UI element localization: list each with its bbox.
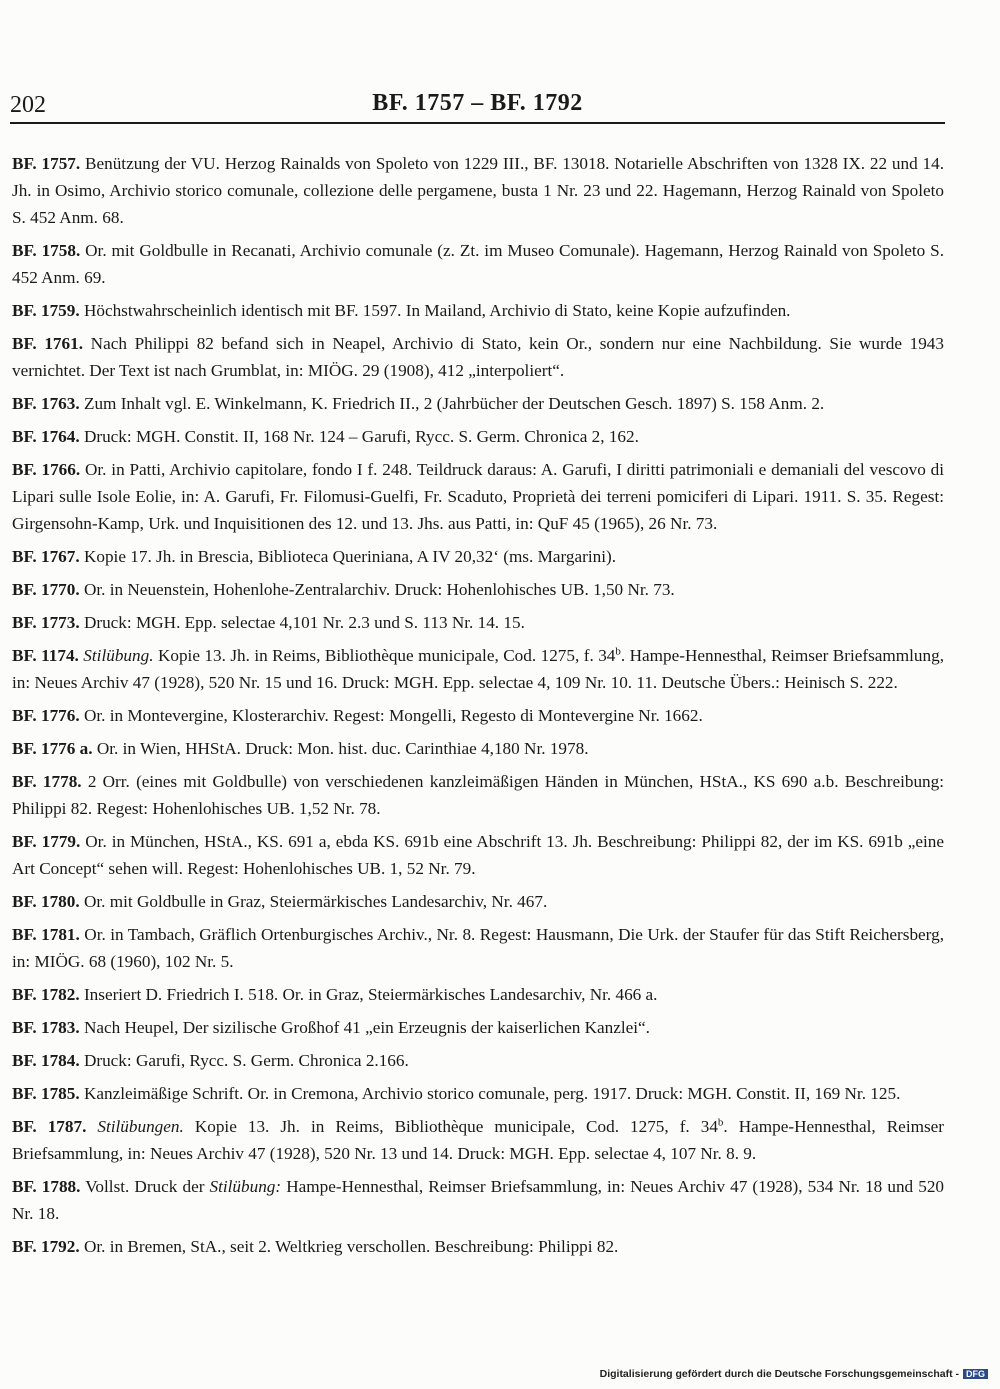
entry-bf-1785 [12, 1080, 944, 1107]
entry-text: Druck: MGH. Constit. II, 168 Nr. 124 – Garufi, Rycc. S. Germ. Chronica 2, 162. [79, 427, 639, 446]
page-number: 202 [10, 92, 46, 118]
entry-text: Vollst. Druck der [80, 1177, 205, 1196]
entry-superscript: b [717, 1116, 724, 1129]
entry-id: BF. 1759. [12, 301, 80, 320]
entry-text: Kopie 13. Jh. in Reims, Bibliothèque municipale, Cod. 1275, f. 34 [153, 646, 616, 665]
entry-id: BF. 1792. [12, 1237, 80, 1256]
entry-bf-1776 [12, 702, 944, 729]
entry-id: BF. 1788. [12, 1177, 81, 1196]
entry-id: BF. 1770. [12, 580, 80, 599]
entry-bf-1757 [12, 150, 944, 231]
page-header [10, 92, 945, 124]
entry-id: BF. 1779. [12, 832, 81, 851]
entry-text: 2 Orr. (eines mit Goldbulle) von verschiedenen kanzleimäßigen Händen in München, HStA., KS 690 a.b. Beschreibung: Philippi 82. Regest: Hohenlohisches UB. 1,52 Nr. 78. [12, 772, 945, 818]
entry-id: BF. 1773. [12, 613, 80, 632]
entry-id: BF. 1763. [12, 394, 80, 413]
entry-text: Or. in Wien, HHStA. Druck: Mon. hist. duc. Carinthiae 4,180 Nr. 1978. [92, 739, 589, 758]
entry-id: BF. 1787. [12, 1117, 87, 1136]
entry-text: Or. in München, HStA., KS. 691 a, ebda KS. 691b eine Abschrift 13. Jh. Beschreibung: Philippi 82, der im KS. 691b „eine Art Concept“ sehen will. Regest: Hohenlohisches UB. 1, 52 Nr. 79. [12, 832, 944, 878]
entry-text-continued: Hampe-Hennesthal, Reimser Briefsammlung, in: Neues Archiv 47 (1928), 534 Nr. 18 und 520 Nr. 18. [12, 1177, 945, 1223]
entry-bf-1788 [12, 1173, 944, 1227]
entry-bf-1776a [12, 735, 944, 762]
entry-text: Höchstwahrscheinlich identisch mit BF. 1597. In Mailand, Archivio di Stato, keine Kopie aufzufinden. [79, 301, 791, 320]
entry-bf-1773 [12, 609, 944, 636]
entry-text: Kopie 17. Jh. in Brescia, Biblioteca Queriniana, A IV 20,32‘ (ms. Margarini). [79, 547, 617, 566]
entry-bf-1764 [12, 423, 944, 450]
entry-text: Kopie 13. Jh. in Reims, Bibliothèque municipale, Cod. 1275, f. 34 [183, 1117, 718, 1136]
entry-bf-1761 [12, 330, 944, 384]
entry-id: BF. 1783. [12, 1018, 80, 1037]
entry-text: Druck: MGH. Epp. selectae 4,101 Nr. 2.3 und S. 113 Nr. 14. 15. [79, 613, 525, 632]
entry-bf-1758 [12, 237, 944, 291]
entry-bf-1792 [12, 1233, 944, 1260]
entry-id: BF. 1174. [12, 646, 79, 665]
entry-bf-1767 [12, 543, 944, 570]
entry-id: BF. 1758. [12, 241, 81, 260]
entry-bf-1780 [12, 888, 944, 915]
entry-text: Or. mit Goldbulle in Graz, Steiermärkisches Landesarchiv, Nr. 467. [79, 892, 548, 911]
funding-footer [600, 1368, 988, 1380]
entry-bf-1770 [12, 576, 944, 603]
entry-emphasis: Stilübung. [78, 646, 154, 665]
entry-text-continued: . Hampe-Hennesthal, Reimser Briefsammlung, in: Neues Archiv 47 (1928), 520 Nr. 15 und 16. Druck: MGH. Epp. selectae 4, 109 Nr. 10. 11. Deutsche Übers.: Heinisch S. 222. [12, 646, 945, 692]
entry-emphasis: Stilübungen. [86, 1117, 184, 1136]
entry-id: BF. 1781. [12, 925, 80, 944]
entry-id: BF. 1764. [12, 427, 80, 446]
entry-id: BF. 1778. [12, 772, 82, 791]
entry-emphasis: Stilübung: [204, 1177, 282, 1196]
entry-bf-1781 [12, 921, 944, 975]
entry-text: Or. in Tambach, Gräflich Ortenburgisches Archiv., Nr. 8. Regest: Hausmann, Die Urk. der Staufer für das Stift Reichersberg, in: MIÖG. 68 (1960), 102 Nr. 5. [12, 925, 944, 971]
entry-id: BF. 1785. [12, 1084, 80, 1103]
entry-text: Or. in Bremen, StA., seit 2. Weltkrieg verschollen. Beschreibung: Philippi 82. [79, 1237, 619, 1256]
entry-id: BF. 1766. [12, 460, 81, 479]
entry-text: Nach Philippi 82 befand sich in Neapel, Archivio di Stato, kein Or., sondern nur eine Nachbildung. Sie wurde 1943 vernichtet. Der Text ist nach Grumblat, in: MIÖG. 29 (1908), 412 „interpoliert“. [12, 334, 944, 380]
entry-bf-1787 [12, 1113, 944, 1167]
entry-bf-1778 [12, 768, 944, 822]
entry-id: BF. 1782. [12, 985, 80, 1004]
running-title: BF. 1757 – BF. 1792 [372, 90, 583, 116]
entry-text: Nach Heupel, Der sizilische Großhof 41 „ein Erzeugnis der kaiserlichen Kanzlei“. [79, 1018, 650, 1037]
entry-id: BF. 1784. [12, 1051, 80, 1070]
header-rule [10, 122, 945, 124]
entry-text: Or. in Neuenstein, Hohenlohe-Zentralarchiv. Druck: Hohenlohisches UB. 1,50 Nr. 73. [79, 580, 675, 599]
entry-bf-1783 [12, 1014, 944, 1041]
entry-id: BF. 1757. [12, 154, 81, 173]
entry-text-continued: . Hampe-Hennesthal, Reimser Briefsammlung, in: Neues Archiv 47 (1928), 520 Nr. 13 und 14. Druck: MGH. Epp. selectae 4, 107 Nr. 8. 9. [12, 1117, 944, 1163]
entry-superscript: b [615, 645, 621, 658]
entry-bf-1766 [12, 456, 944, 537]
entry-text: Or. in Patti, Archivio capitolare, fondo I f. 248. Teildruck daraus: A. Garufi, I diritti patrimoniali e demaniali del vescovo di Lipari sulle Isole Eolie, in: A. Garufi, Fr. Filomusi-Guelfi, Fr. Scaduto, Proprietà dei terreni pomiciferi di Lipari. 1911. S. 35. Regest: Girgensohn-Kamp, Urk. und Inquisitionen des 12. und 13. Jhs. aus Patti, in: QuF 45 (1965), 26 Nr. 73. [12, 460, 944, 533]
entry-text: Or. mit Goldbulle in Recanati, Archivio comunale (z. Zt. im Museo Comunale). Hagemann, Herzog Rainald von Spoleto S. 452 Anm. 69. [12, 241, 944, 287]
entry-text: Benützung der VU. Herzog Rainalds von Spoleto von 1229 III., BF. 13018. Notarielle Abschriften von 1328 IX. 22 und 14. Jh. in Osimo, Archivio storico comunale, collezione delle pergamene, busta 1 Nr. 23 und 22. Hagemann, Herzog Rainald von Spoleto S. 452 Anm. 68. [12, 154, 945, 227]
footer-text: Digitalisierung gefördert durch die Deutsche Forschungsgemeinschaft - [599, 1368, 959, 1380]
entry-id: BF. 1767. [12, 547, 80, 566]
entry-text: Or. in Montevergine, Klosterarchiv. Regest: Mongelli, Regesto di Montevergine Nr. 1662. [79, 706, 703, 725]
entry-list [12, 150, 944, 1266]
entry-bf-1784 [12, 1047, 944, 1074]
entry-bf-1174 [12, 642, 944, 696]
entry-id: BF. 1776 a. [12, 739, 93, 758]
entry-bf-1782 [12, 981, 944, 1008]
entry-bf-1779 [12, 828, 944, 882]
entry-bf-1763 [12, 390, 944, 417]
entry-id: BF. 1780. [12, 892, 80, 911]
entry-text: Kanzleimäßige Schrift. Or. in Cremona, Archivio storico comunale, perg. 1917. Druck: MGH. Constit. II, 169 Nr. 125. [79, 1084, 901, 1103]
entry-bf-1759 [12, 297, 944, 324]
entry-text: Inseriert D. Friedrich I. 518. Or. in Graz, Steiermärkisches Landesarchiv, Nr. 466 a. [79, 985, 658, 1004]
entry-id: BF. 1776. [12, 706, 80, 725]
entry-text: Druck: Garufi, Rycc. S. Germ. Chronica 2.166. [79, 1051, 409, 1070]
entry-text: Zum Inhalt vgl. E. Winkelmann, K. Friedrich II., 2 (Jahrbücher der Deutschen Gesch. 1897) S. 158 Anm. 2. [79, 394, 825, 413]
dfg-logo: DFG [963, 1369, 988, 1379]
entry-id: BF. 1761. [12, 334, 84, 353]
